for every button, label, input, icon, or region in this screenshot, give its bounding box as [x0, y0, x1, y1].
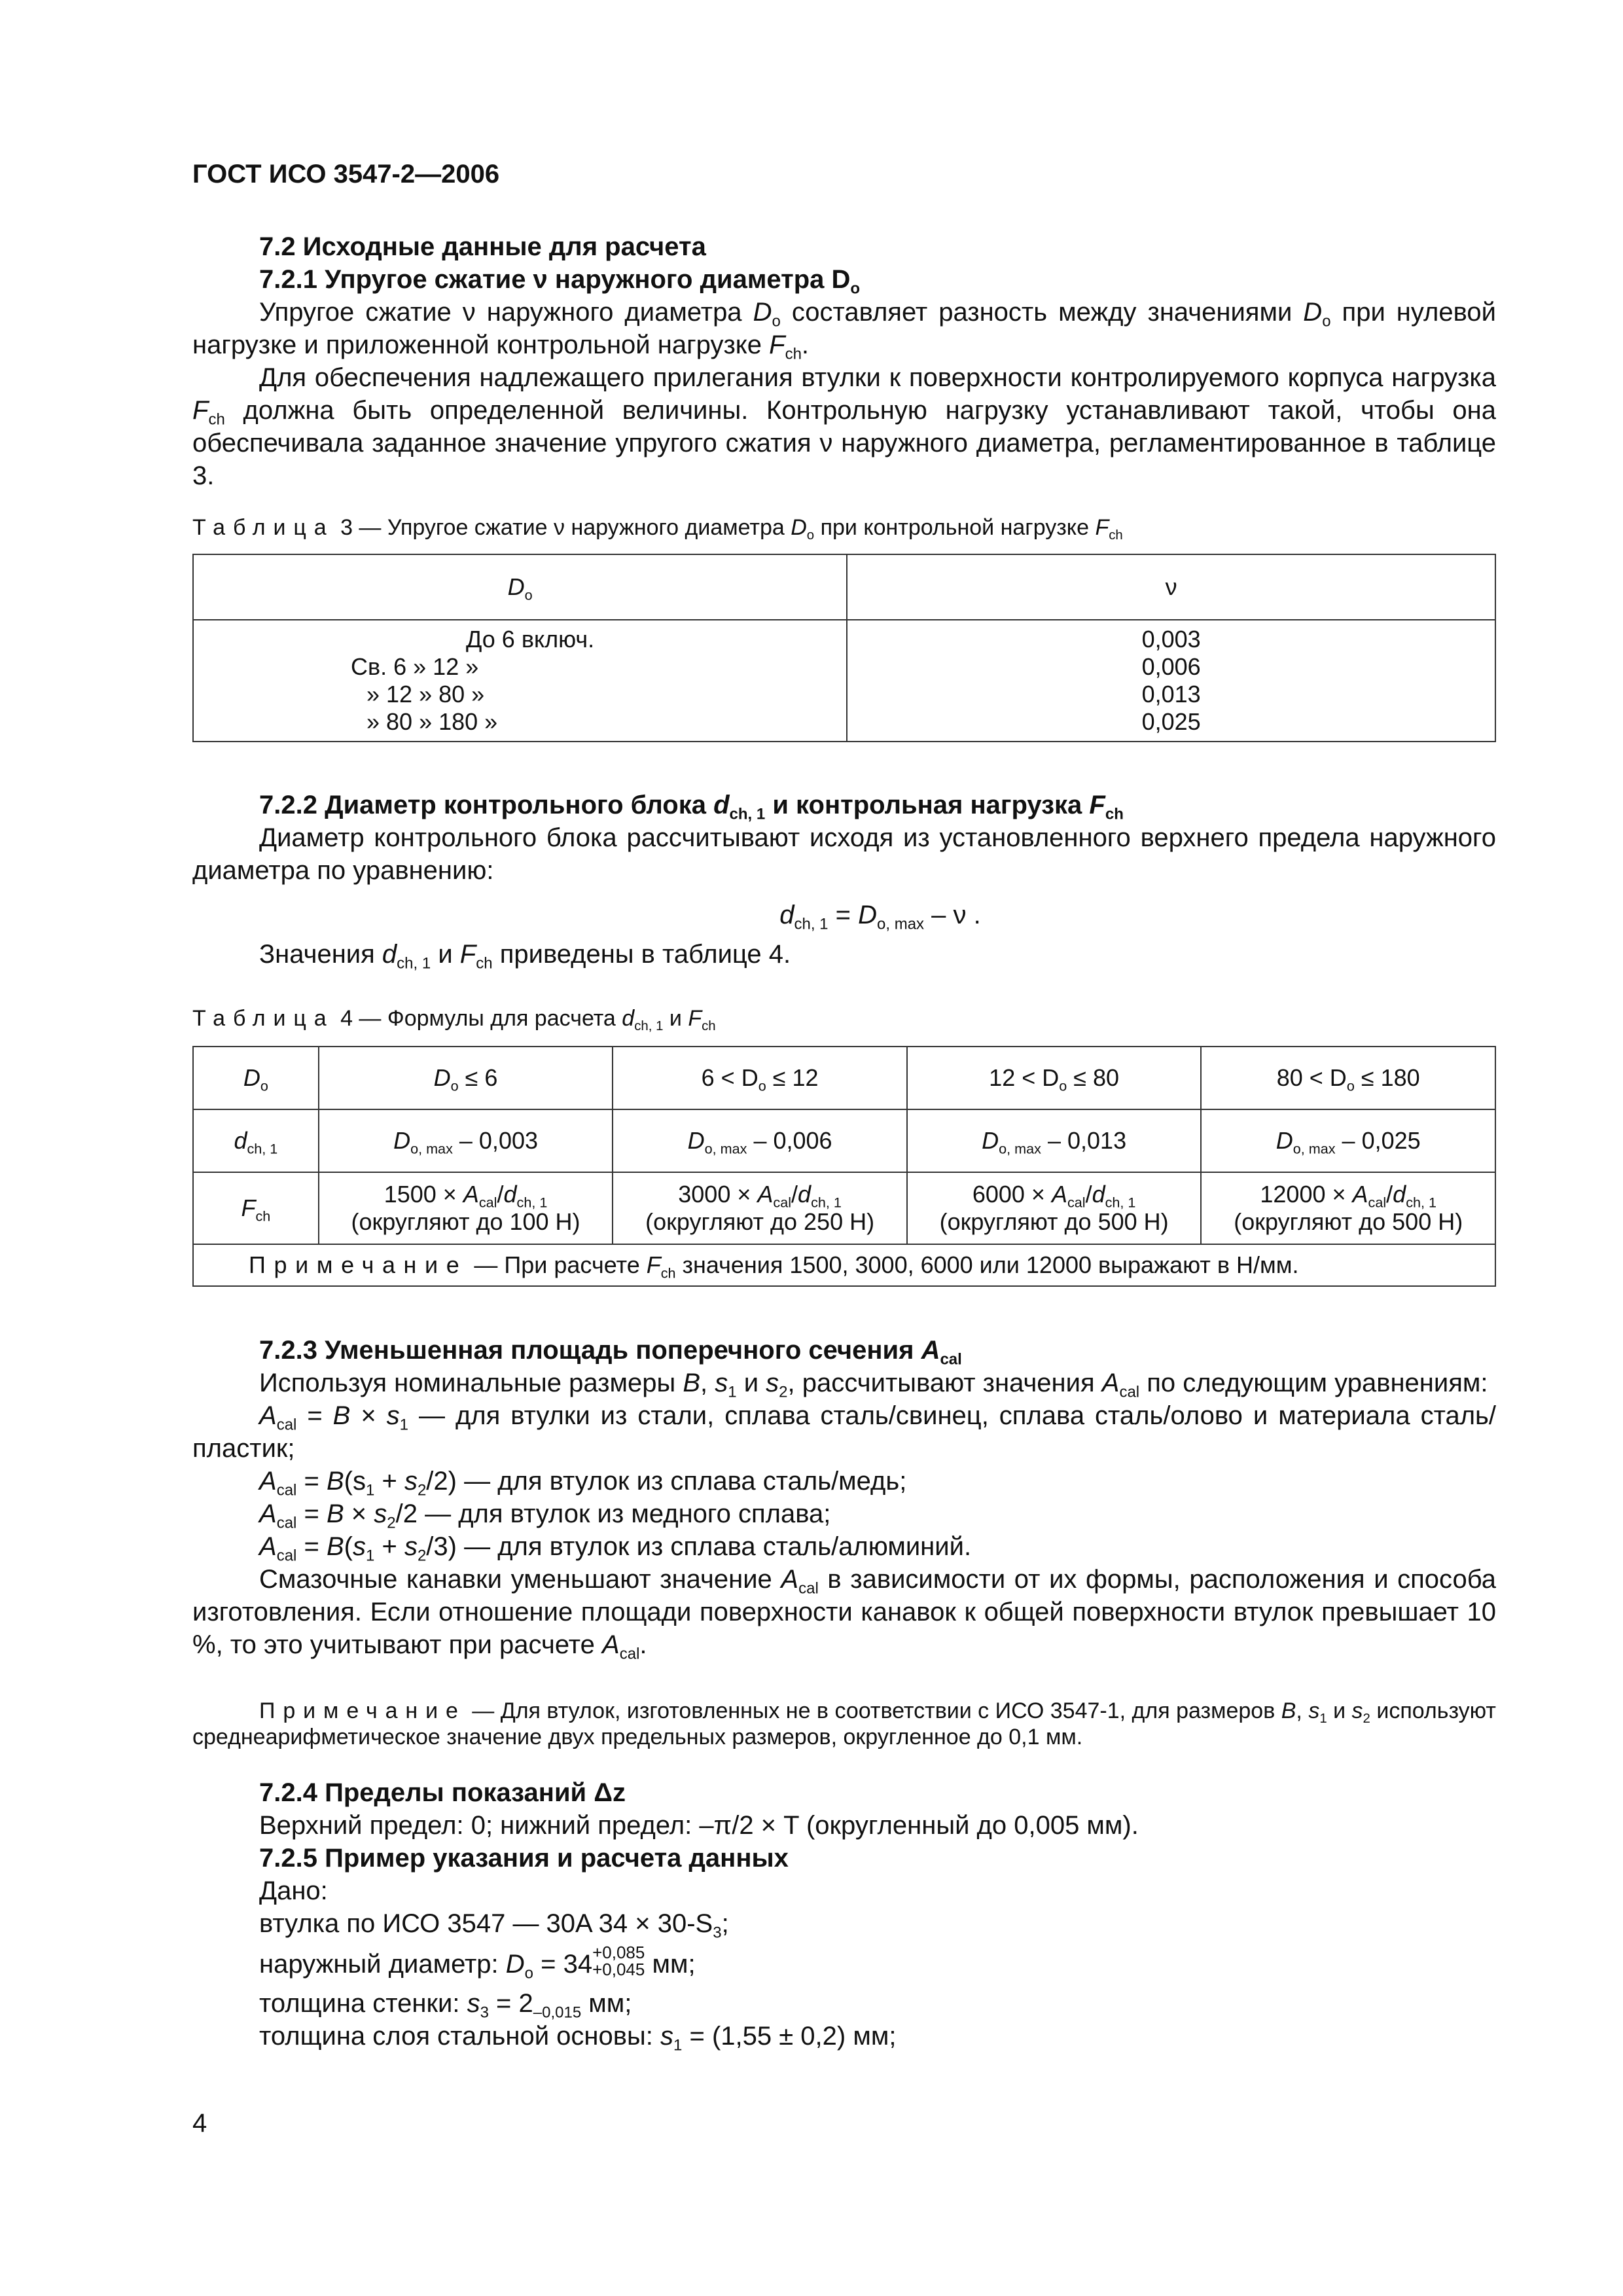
formula-steel-aluminium: $A_{cal} = B(s_1 + s_2/3)$ — для втулок из сплава сталь/алюминий. [259, 1532, 972, 1565]
given-wall-thickness: толщина стенки: $s_3 = 2_{-0,015}$ мм; [259, 1989, 632, 2022]
section-7-2-4 [192, 1776, 1496, 2053]
paragraph-values-table-4: Значения $d_{ch, 1}$ и $F_{ch}$ приведены в таблице 4. [259, 940, 791, 973]
table-4-row-fch: $F_{ch}$ $1500 \times A_{cal}/d_{ch, 1}$ (округляют до 100 Н) $3000 \times A_{cal}/d_{ch, 1}$ (округляют до 250 Н) $6000 \times A_{cal}/d_{ch, 1}$ (округляют до 500 Н) $12000 \times A_{cal}/d_{ch, 1}$ (округляют до 500 Н) [193, 1172, 1495, 1244]
heading-7-2-2: 7.2.2 Диаметр контрольного блока $d_{ch, 1}$ и контрольная нагрузка $F_{ch}$ [259, 791, 1124, 823]
heading-7-2-5: 7.2.5 Пример указания и расчета данных [259, 1844, 789, 1873]
table-3-values: 0,003 0,006 0,013 0,025 [847, 620, 1495, 742]
paragraph-block-diameter: Диаметр контрольного блока рассчитывают исходя из установленного верхнего предела наружного диаметра по уравнению: [192, 823, 1496, 885]
table-3-ranges: До 6 включ. Св. 6 » 12 » » 12 » 80 » » 80 » 180 » [193, 620, 847, 742]
table-4 [192, 1046, 1496, 1287]
table-3 [192, 554, 1496, 742]
table-3-caption: Таблица 3 — Упругое сжатие ν наружного диаметра $D_o$ при контрольной нагрузке $F_{ch}$ [192, 515, 1123, 543]
table-4-caption: Таблица 4 — Формулы для расчета $d_{ch, 1}$ и $F_{ch}$ [192, 1006, 716, 1034]
document-header: ГОСТ ИСО 3547-2—2006 [192, 160, 500, 188]
heading-7-2-4: 7.2.4 Пределы показаний Δz [259, 1778, 626, 1807]
section-7-2-3 [192, 1334, 1496, 1661]
paragraph-elastic-compression: Упругое сжатие ν наружного диаметра $D_o$ составляет разность между значениями $D_o$ при нулевой нагрузке и приложенной контрольной нагрузке $F_{ch}$. [192, 298, 1496, 363]
heading-7-2-3: 7.2.3 Уменьшенная площадь поперечного сечения $A_{cal}$ [259, 1336, 962, 1369]
note-7-2-3: Примечание — Для втулок, изготовленных не в соответствии с ИСО 3547-1, для размеров B, $s_1$ и $s_2$ используют среднеарифметическое значение двух предельных размеров, округленное до 0,1 мм. [192, 1698, 1496, 1749]
table-3-header-do: $D_o$ [193, 554, 847, 620]
page-number: 4 [192, 2109, 207, 2138]
given-label: Дано: [259, 1876, 328, 1905]
formula-copper: $A_{cal} = B \times s_2/2$ — для втулок из медного сплава; [259, 1499, 831, 1532]
table-4-note-row: Примечание — При расчете $F_{ch}$ значения 1500, 3000, 6000 или 12000 выражают в Н/мм. [193, 1244, 1495, 1286]
given-steel-layer: толщина слоя стальной основы: $s_1 = (1,55 \pm 0,2)$ мм; [259, 2022, 897, 2054]
table-3-header-nu: ν [847, 554, 1495, 620]
section-7-2 [192, 230, 1496, 492]
paragraph-nominal-sizes: Используя номинальные размеры B, $s_1$ и $s_2$, рассчитывают значения $A_{cal}$ по следующим уравнениям: [259, 1369, 1488, 1401]
paragraph-lubrication-grooves: Смазочные канавки уменьшают значение $A_{cal}$ в зависимости от их формы, расположения и способа изготовления. Если отношение площади поверхности канавок к общей поверхности втулок превышает 10 %, то это учитывают при расчете $A_{cal}$. [192, 1565, 1496, 1663]
paragraph-check-load: Для обеспечения надлежащего прилегания втулки к поверхности контролируемого корпуса нагрузка $F_{ch}$ должна быть определенной величины. Контрольную нагрузку устанавливают такой, чтобы она обеспечивала заданное значение упругого сжатия ν наружного диаметра, регламентированное в таблице 3. [192, 363, 1496, 490]
heading-7-2: 7.2 Исходные данные для расчета [259, 232, 706, 261]
given-bushing: втулка по ИСО 3547 — 30A $34 \times 30-S_3$; [259, 1909, 729, 1942]
formula-steel: $A_{cal} = B \times s_1$ — для втулки из стали, сплава сталь/свинец, сплава сталь/олово и материала сталь/пластик; [192, 1401, 1496, 1463]
table-4-row-dch1: $d_{ch, 1}$ $D_{o, max} - 0,003$ $D_{o, max} - 0,006$ $D_{o, max} - 0,013$ $D_{o, max} - 0,025$ [193, 1109, 1495, 1172]
section-7-2-2 [192, 789, 1496, 971]
formula-steel-copper: $A_{cal} = B(s_1 + s_2/2)$ — для втулок из сплава сталь/медь; [259, 1467, 907, 1499]
equation-d-ch1: $d_{ch, 1} = D_{o, max} - \nu$ . [779, 901, 981, 933]
heading-7-2-1: 7.2.1 Упругое сжатие ν наружного диаметра $D_o$ [259, 265, 861, 298]
paragraph-limits: Верхний предел: 0; нижний предел: –π/2 × T (округленный до 0,005 мм). [259, 1811, 1139, 1840]
table-4-row-do: $D_o$ $D_o \le 6$ $6 < D_o \le 12$ $12 < D_o \le 80$ $80 < D_o \le 180$ [193, 1047, 1495, 1109]
given-outer-diameter: наружный диаметр: $D_o = 34$ +0,085 +0,045 мм; [259, 1943, 696, 1982]
